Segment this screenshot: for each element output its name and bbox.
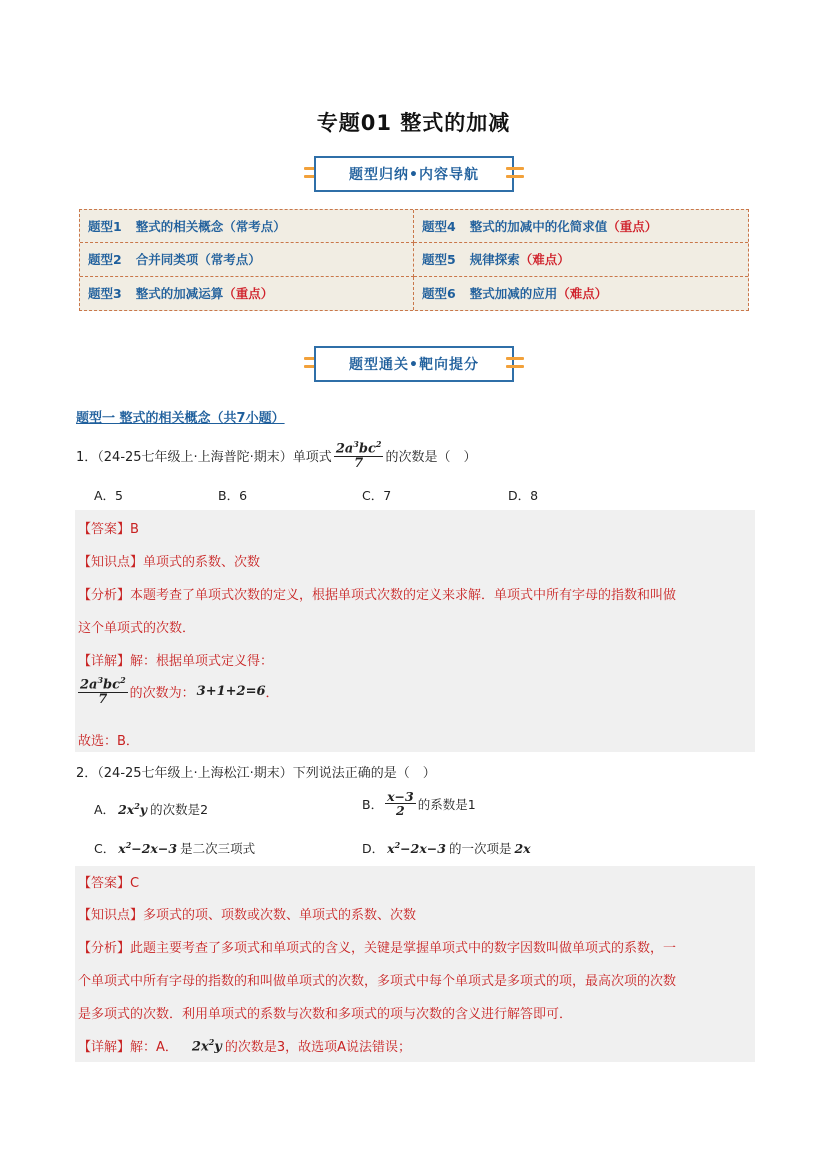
option-a: [94, 800, 208, 818]
nav-item-number: 题型1: [88, 219, 122, 235]
banner-label: 题型通关•靶向提分: [314, 346, 514, 382]
nav-item-number: 题型6: [422, 286, 456, 302]
nav-item-tag: （难点）: [557, 286, 608, 302]
analysis-line: 是多项式的次数．利用单项式的系数与次数和多项式的项与次数的含义进行解答即可．: [78, 1007, 573, 1022]
calc-text: 的次数为：: [129, 685, 195, 701]
nav-item[interactable]: [414, 210, 748, 243]
nav-item-label: 整式的加减中的化简求值: [469, 219, 608, 235]
analysis-line: 【分析】本题考查了单项式次数的定义，根据单项式次数的定义来求解．单项式中所有字母的指数和叫做: [78, 588, 677, 603]
nav-item-tag: （常考点）: [198, 252, 261, 268]
nav-item-label: 合并同类项: [135, 252, 199, 268]
math-expression: $x^2-2x-3$: [118, 839, 178, 857]
nav-item-tag: （重点）: [223, 286, 274, 302]
option-text: 的次数是2: [150, 802, 209, 817]
math-fraction: $\frac{2a^3bc^2}{7}$: [335, 439, 382, 471]
option-label: A．: [94, 802, 116, 817]
nav-item-tag: （重点）: [607, 219, 658, 235]
detail-suffix: 的次数是3，故选项A说法错误；: [224, 1040, 412, 1055]
answer-block-2: [75, 866, 755, 1062]
option-text: 的系数是1: [417, 796, 476, 812]
question-1: [76, 440, 476, 471]
answer-block-1: [75, 510, 755, 752]
option-b: [362, 790, 476, 817]
math-expression: $2x^2y$: [191, 1036, 222, 1055]
question-text: 的次数是（ ）: [385, 449, 477, 465]
option-d: D．8: [508, 488, 539, 503]
nav-item-number: 题型3: [88, 286, 122, 302]
nav-item-number: 题型2: [88, 252, 122, 268]
nav-item[interactable]: [80, 243, 414, 276]
nav-item-number: 题型5: [422, 252, 456, 268]
knowledge-line: 【知识点】单项式的系数、次数: [78, 555, 261, 570]
answer-line: 【答案】C: [78, 876, 140, 891]
detail-line: [78, 1036, 411, 1055]
math-expression: $2x^2y$: [118, 800, 148, 818]
nav-item-tag: （难点）: [519, 252, 570, 268]
option-a: A．5: [94, 488, 124, 503]
analysis-line: 个单项式中所有字母的指数的和叫做单项式的次数，多项式中每个单项式是多项式的项，最高次项的次数: [78, 974, 677, 989]
math-fraction: $\frac{2a^3bc^2}{7}$: [80, 675, 126, 707]
option-label: D．: [362, 841, 385, 856]
nav-item[interactable]: [80, 277, 414, 310]
nav-item-tag: （常考点）: [223, 219, 286, 235]
nav-item-label: 整式的相关概念: [135, 219, 224, 235]
banner-label: 题型归纳•内容导航: [314, 156, 514, 192]
question-text: 1．（24-25七年级上·上海普陀·期末）单项式: [76, 449, 332, 465]
nav-item-label: 整式的加减运算: [135, 286, 224, 302]
topic-navigation-table: [79, 209, 749, 311]
analysis-line: 这个单项式的次数．: [78, 621, 196, 636]
banner-right-ornament: [506, 357, 524, 371]
nav-item-label: 规律探索: [469, 252, 520, 268]
question-2: 2．（24-25七年级上·上海松江·期末）下列说法正确的是（ ）: [76, 766, 436, 781]
analysis-line: 【分析】此题主要考查了多项式和单项式的含义，关键是掌握单项式中的数字因数叫做单项式的系数，一: [78, 941, 677, 956]
knowledge-line: 【知识点】多项式的项、项数或次数、单项式的系数、次数: [78, 908, 417, 923]
nav-item-number: 题型4: [422, 219, 456, 235]
math-fraction: $\frac{x-3}{2}$: [387, 789, 414, 819]
option-b: B．6: [218, 488, 248, 503]
detail-prefix: 【详解】解：A．: [78, 1040, 178, 1055]
banner-right-ornament: [506, 167, 524, 181]
calc-end: ．: [265, 685, 279, 701]
option-label: C．: [94, 841, 116, 856]
option-text: 的一次项是: [448, 841, 512, 856]
page-title: 专题01 整式的加减: [316, 111, 511, 135]
option-text: 是二次三项式: [180, 841, 256, 856]
calc-expression: 3+1+2=6: [196, 683, 266, 699]
nav-item[interactable]: [80, 210, 414, 243]
detail-line: 【详解】解：根据单项式定义得：: [78, 654, 274, 669]
section-banner-practice: [0, 346, 827, 384]
math-expression: 2x: [514, 840, 531, 856]
option-d: [362, 839, 531, 857]
option-label: B．: [362, 796, 384, 812]
section-heading: 题型一 整式的相关概念（共7小题）: [76, 411, 285, 426]
nav-item-label: 整式加减的应用: [469, 286, 558, 302]
option-c: C．7: [362, 488, 392, 503]
calc-line: [78, 676, 279, 707]
answer-line: 【答案】B: [78, 522, 139, 537]
option-c: [94, 839, 255, 857]
choose-line: 故选：B．: [78, 734, 139, 749]
section-banner-navigation: [0, 156, 827, 194]
nav-item[interactable]: [414, 277, 748, 310]
math-expression: $x^2-2x-3$: [387, 839, 446, 857]
nav-item[interactable]: [414, 243, 748, 276]
